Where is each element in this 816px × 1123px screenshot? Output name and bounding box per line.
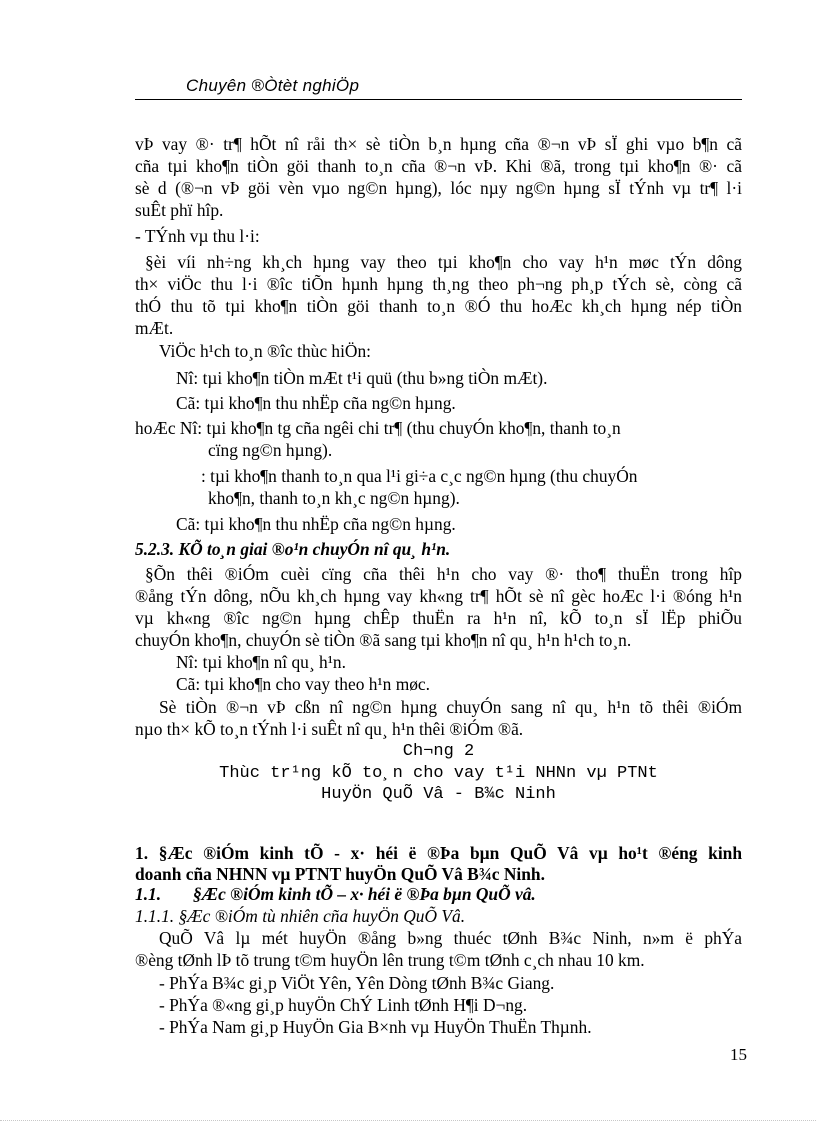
text-line: sè d (®¬n vÞ göi vèn vµo ng©n hµng), lóc nµy ng©n hµng sÏ tÝnh vµ tr¶ l·i [135,178,742,198]
chapter-label: Ch¬ng 2 [402,742,475,761]
header-rule [135,99,742,100]
text-line: suÊt phï hîp. [135,200,224,220]
section-heading-1: 1. §Æc ®iÓm kinh tÕ - x· héi ë ®Þa bµn QuÕ Vâ vµ ho¹t ®éng kinh [135,843,742,863]
list-item: - PhÝa Nam gi¸p HuyÖn Gia B×nh vµ HuyÖn ThuËn Thµnh. [159,1017,592,1037]
running-header: Chuyên ®Òtèt nghiÖp [186,76,360,95]
text-line: vÞ vay ®· tr¶ hÕt nî råi th× sè tiÒn b¸n hµng cña ®¬n vÞ sÏ ghi vµo b¶n cã [135,134,742,154]
text-line: th× viÖc thu l·i ®îc tiÕn hµnh hµng th¸ng theo ph¬ng ph¸p tÝch sè, còng cã [135,274,742,294]
text-line: kho¶n, thanh to¸n kh¸c ng©n hµng). [208,488,460,508]
text-line: vµ kh«ng ®îc ng©n hµng chÊp thuËn ra h¹n nî, kÕ to¸n sÏ lËp phiÕu [135,608,742,628]
text-line: Cã: tµi kho¶n thu nhËp cña ng©n hµng. [176,514,456,534]
section-heading-1-1-1: 1.1.1. §Æc ®iÓm tù nhiên cña huyÖn QuÕ Vâ. [135,906,466,926]
text-line: : tµi kho¶n thanh to¸n qua l¹i gi÷a c¸c ng©n hµng (thu chuyÓn [201,466,638,486]
text-line: mÆt. [135,318,174,338]
text-line: hoÆc Nî: tµi kho¶n tg cña ngêi chi tr¶ (thu chuyÓn kho¶n, thanh to¸n [135,418,621,438]
text-line: Nî: tµi kho¶n tiÒn mÆt t¹i quü (thu b»ng tiÒn mÆt). [176,368,548,388]
list-item: - PhÝa B¾c gi¸p ViÖt Yên, Yên Dòng tØnh B¾c Giang. [159,973,555,993]
text-line: ®ång tÝn dông, nÕu kh¸ch hµng vay kh«ng tr¶ hÕt sè nî gèc hoÆc l·i ®óng h¹n [135,586,742,606]
section-heading-1-cont: doanh cña NHNN vµ PTNT huyÖn QuÕ Vâ B¾c Ninh. [135,864,545,884]
text-line: QuÕ Vâ lµ mét huyÖn ®ång b»ng thuéc tØnh B¾c Ninh, n»m ë phÝa [159,928,742,948]
text-line: cña tµi kho¶n tiÒn göi thanh to¸n cña ®¬n vÞ. Khi ®ã, trong tµi kho¶n ®· cã [135,156,742,176]
section-heading-5-2-3: 5.2.3. KÕ to¸n giai ®o¹n chuyÓn nî qu¸ h¹n. [135,539,451,559]
text-line: cïng ng©n hµng). [208,440,333,460]
text-line: §Õn thêi ®iÓm cuèi cïng cña thêi h¹n cho vay ®· tho¶ thuËn trong hîp [145,564,742,584]
text-line: ®èng tØnh lÞ tõ trung t©m huyÖn lên trung t©m tØnh c¸ch nhau 10 km. [135,950,645,970]
chapter-subtitle: HuyÖn QuÕ Vâ - B¾c Ninh [321,785,556,804]
chapter-title: Thùc tr¹ng kÕ to¸n cho vay t¹i NHNn vµ PTNt [219,764,658,783]
section-number-1-1: 1.1. [135,884,162,904]
text-line: Cã: tµi kho¶n thu nhËp cña ng©n hµng. [176,393,456,413]
text-line: Cã: tµi kho¶n cho vay theo h¹n møc. [176,674,430,694]
text-line: §èi víi nh÷ng kh¸ch hµng vay theo tµi kho¶n cho vay h¹n møc tÝn dông [145,252,742,272]
text-line: chuyÓn kho¶n, chuyÓn sè tiÒn ®ã sang tµi kho¶n nî qu¸ h¹n h¹ch to¸n. [135,630,632,650]
text-line: nµo th× kÕ to¸n tÝnh l·i suÊt nî qu¸ h¹n thêi ®iÓm ®ã. [135,719,524,739]
footer-rule [0,1120,816,1121]
section-heading-1-1: §Æc ®iÓm kinh tÕ – x· héi ë ®Þa bµn QuÕ vâ. [193,884,536,904]
text-line: Nî: tµi kho¶n nî qu¸ h¹n. [176,652,346,672]
text-line: thÓ thu tõ tµi kho¶n tiÒn göi thanh to¸n ®Ó thu hoÆc kh¸ch hµng nép tiÒn [135,296,742,316]
text-line: ViÖc h¹ch to¸n ®îc thùc hiÖn: [159,341,372,361]
list-item: - PhÝa ®«ng gi¸p huyÖn ChÝ Linh tØnh H¶i D¬ng. [159,995,528,1015]
page-number: 15 [730,1045,747,1064]
text-line: Sè tiÒn ®¬n vÞ cßn nî ng©n hµng chuyÓn sang nî qu¸ h¹n tõ thêi ®iÓm [159,697,742,717]
bullet-line: - TÝnh vµ thu l·i: [135,226,260,246]
